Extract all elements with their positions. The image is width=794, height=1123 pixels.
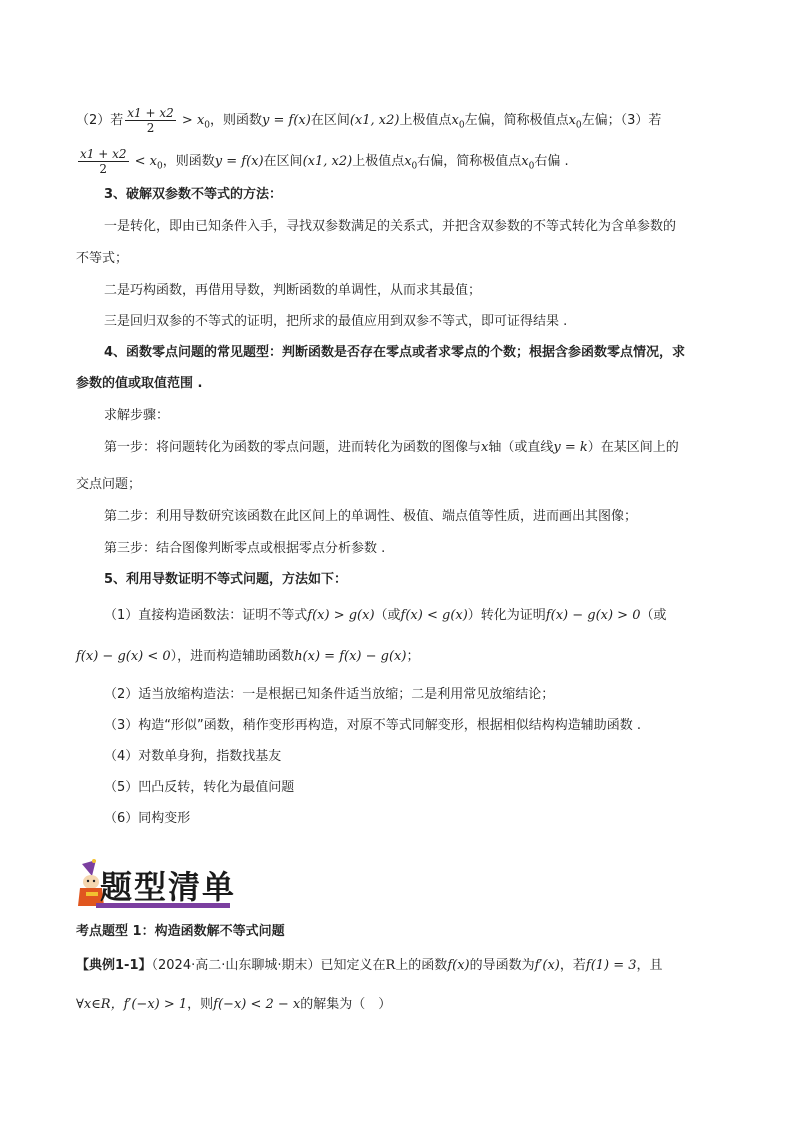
sec5-method3: （3）构造“形似”函数，稍作变形再构造，对原不等式同解变形，根据相似结构构造辅助函数 . [104, 718, 642, 733]
case3-line: $\frac{x1 + x2}{2}$ < $x_0$，则函数y = f(x)在区间(x1, x2)上极值点$x_0$右偏，简称极值点$x_0$右偏 . [80, 147, 569, 176]
sec4-step1-cont: 交点问题； [76, 477, 142, 492]
sec5-method1: （1）直接构造函数法：证明不等式f(x) > g(x)（或f(x) < g(x)）转化为证明f(x) − g(x) > 0（或 [104, 608, 667, 623]
example-source: （2024·高二·山东聊城·期末） [151, 958, 321, 973]
sec4-step2: 第二步：利用导数研究该函数在此区间上的单调性、极值、端点值等性质，进而画出其图像； [104, 509, 638, 524]
sec5-method6: （6）同构变形 [104, 811, 191, 826]
topic1-question-line2: ∀x∈R，f′(−x) > 1，则f(−x) < 2 − x的解集为（ ） [76, 997, 392, 1012]
sec3-heading: 3、破解双参数不等式的方法： [104, 187, 283, 202]
sec4-heading-b: 参数的值或取值范围 . [76, 376, 203, 391]
sec4-steps-title: 求解步骤： [104, 408, 170, 423]
sec3-p3: 三是回归双参的不等式的证明，把所求的最值应用到双参不等式，即可证得结果 . [104, 314, 568, 329]
sec5-method2: （2）适当放缩构造法：一是根据已知条件适当放缩；二是利用常见放缩结论； [104, 687, 555, 702]
sec4-step3: 第三步：结合图像判断零点或根据零点分析参数 . [104, 541, 386, 556]
sec4-step1: 第一步：将问题转化为函数的零点问题，进而转化为函数的图像与x轴（或直线y = k）在某区间上的 [104, 440, 679, 455]
example-tag: 【典例1-1】 [76, 958, 152, 973]
sec5-method5: （5）凹凸反转，转化为最值问题 [104, 780, 295, 795]
sec3-p2: 二是巧构函数，再借用导数，判断函数的单调性，从而求其最值； [104, 283, 482, 298]
sec3-p1b: 不等式； [76, 251, 129, 266]
case2-prefix: （2）若 [76, 113, 124, 128]
sec3-p1a: 一是转化，即由已知条件入手，寻找双参数满足的关系式，并把含双参数的不等式转化为含单参数的 [104, 219, 677, 234]
banner-title: 题型清单 [100, 868, 237, 906]
sec5-method1-cont: f(x) − g(x) < 0），进而构造辅助函数h(x) = f(x) − g(x)； [76, 649, 420, 664]
case2-fraction: $\frac{x1 + x2}{2}$ [127, 106, 174, 135]
sec5-method4: （4）对数单身狗，指数找基友 [104, 749, 282, 764]
case3-fraction: $\frac{x1 + x2}{2}$ [80, 147, 127, 176]
topic1-question-line1: 【典例1-1】（2024·高二·山东聊城·期末）已知定义在R上的函数f(x)的导函数为f′(x)，若f(1) = 3，且 [76, 958, 663, 973]
sec5-heading: 5、利用导数证明不等式问题，方法如下： [104, 572, 348, 587]
case2-line: （2）若 $\frac{x1 + x2}{2}$ > $x_0$，则函数y = f(x)在区间(x1, x2)上极值点$x_0$左偏，简称极值点$x_0$左偏；（3）若 [76, 106, 662, 135]
topic1-heading: 考点题型 1：构造函数解不等式问题 [76, 924, 285, 939]
sec4-heading-a: 4、函数零点问题的常见题型：判断函数是否存在零点或者求零点的个数；根据含参函数零点情况，求 [104, 345, 686, 360]
